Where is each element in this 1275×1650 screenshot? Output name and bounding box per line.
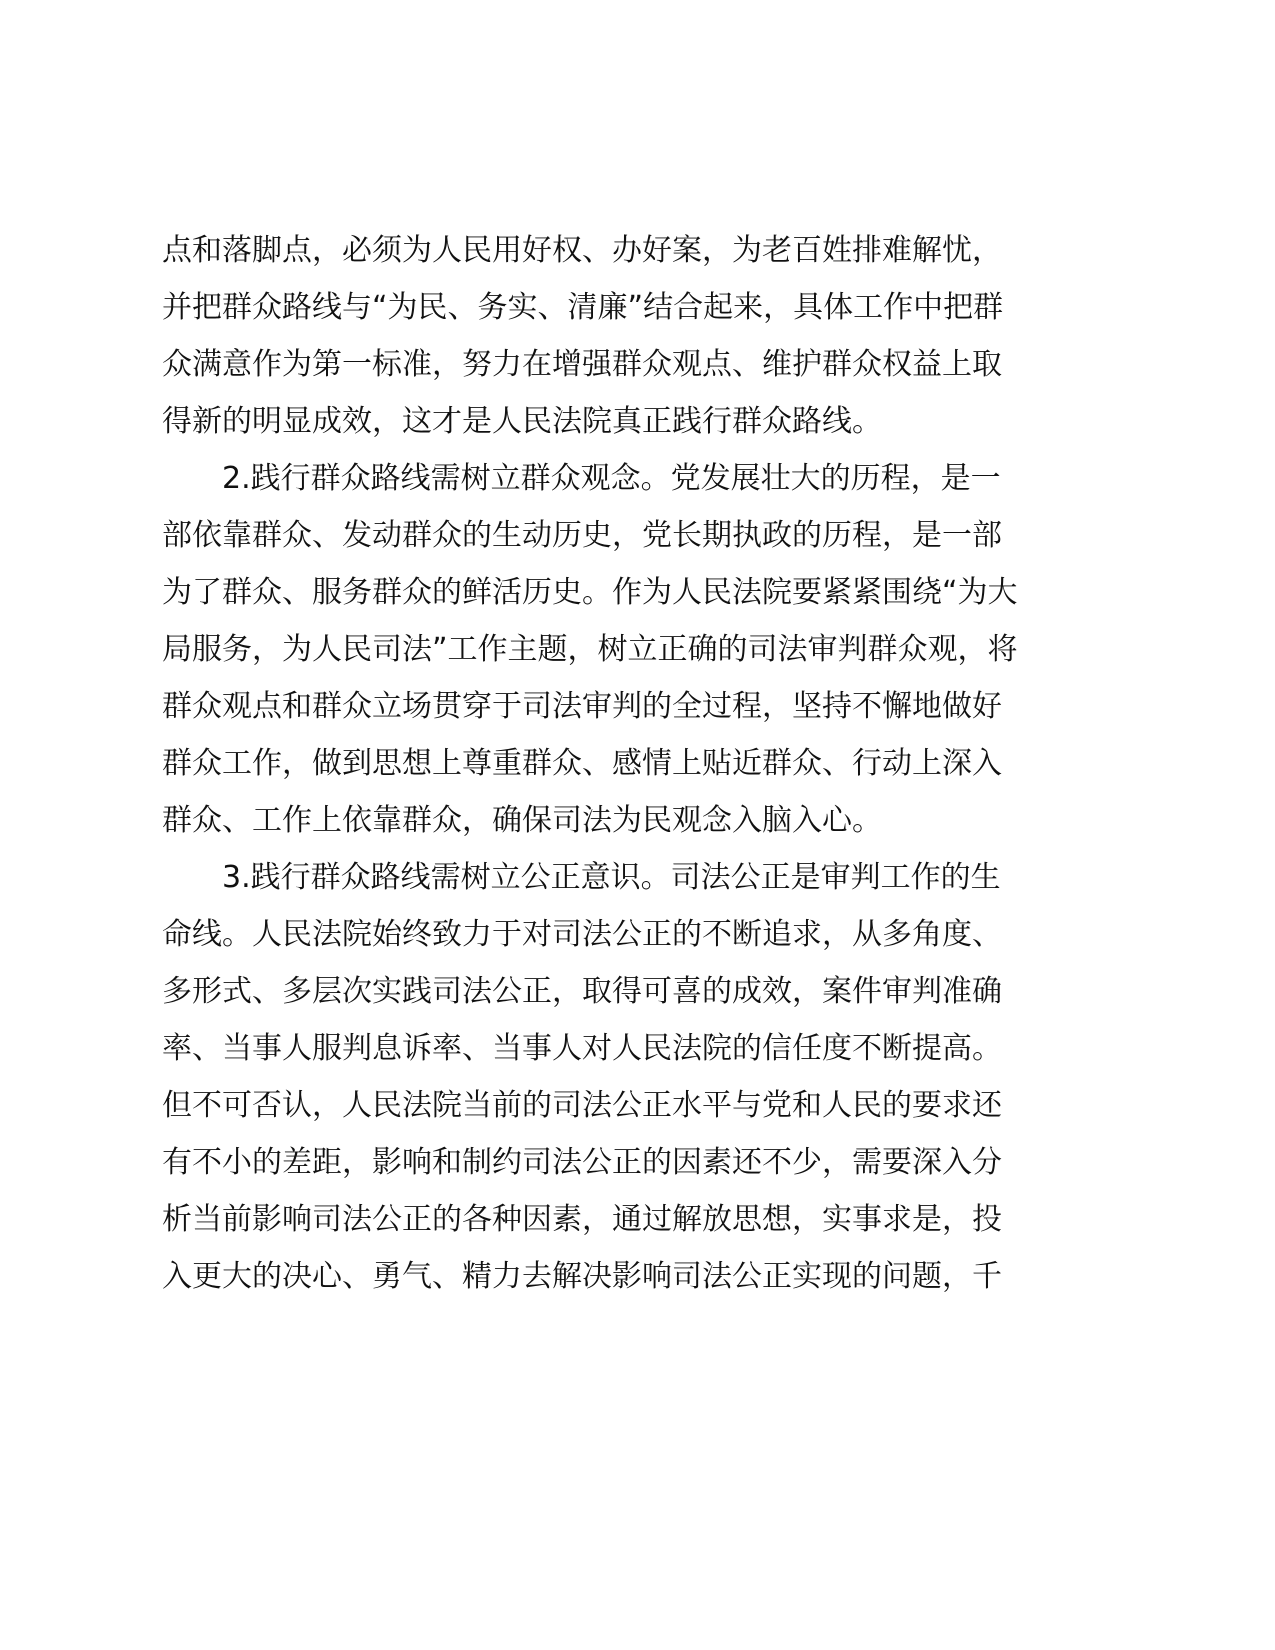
text-line: 有不小的差距，影响和制约司法公正的因素还不少，需要深入分 (162, 1145, 1002, 1180)
body-text (162, 222, 1107, 1305)
text-line: 为了群众、服务群众的鲜活历史。作为人民法院要紧紧围绕“为大 (162, 575, 1018, 610)
text-line: 得新的明显成效，这才是人民法院真正践行群众路线。 (162, 404, 882, 439)
text-line: 率、当事人服判息诉率、当事人对人民法院的信任度不断提高。 (162, 1031, 1002, 1066)
text-line: 但不可否认，人民法院当前的司法公正水平与党和人民的要求还 (162, 1088, 1002, 1123)
text-line: 多形式、多层次实践司法公正，取得可喜的成效，案件审判准确 (162, 974, 1002, 1009)
text-line: 命线。人民法院始终致力于对司法公正的不断追求，从多角度、 (162, 917, 1002, 952)
text-line: 群众工作，做到思想上尊重群众、感情上贴近群众、行动上深入 (162, 746, 1002, 781)
text-line: 群众、工作上依靠群众，确保司法为民观念入脑入心。 (162, 803, 882, 838)
text-line: 并把群众路线与“为民、务实、清廉”结合起来，具体工作中把群 (162, 290, 1004, 325)
text-line: 点和落脚点，必须为人民用好权、办好案，为老百姓排难解忧， (162, 233, 1002, 268)
text-line: 部依靠群众、发动群众的生动历史，党长期执政的历程，是一部 (162, 518, 1002, 553)
text-line: 群众观点和群众立场贯穿于司法审判的全过程，坚持不懈地做好 (162, 689, 1002, 724)
text-line: 众满意作为第一标准，努力在增强群众观点、维护群众权益上取 (162, 347, 1002, 382)
text-line: 析当前影响司法公正的各种因素，通过解放思想，实事求是，投 (162, 1202, 1002, 1237)
paragraph-2-start: 2.践行群众路线需树立群众观念。党发展壮大的历程，是一 (162, 461, 1001, 496)
text-line: 局服务，为人民司法”工作主题，树立正确的司法审判群众观，将 (162, 632, 1018, 667)
paragraph-3-start: 3.践行群众路线需树立公正意识。司法公正是审判工作的生 (162, 860, 1001, 895)
text-line: 入更大的决心、勇气、精力去解决影响司法公正实现的问题，千 (162, 1259, 1002, 1294)
